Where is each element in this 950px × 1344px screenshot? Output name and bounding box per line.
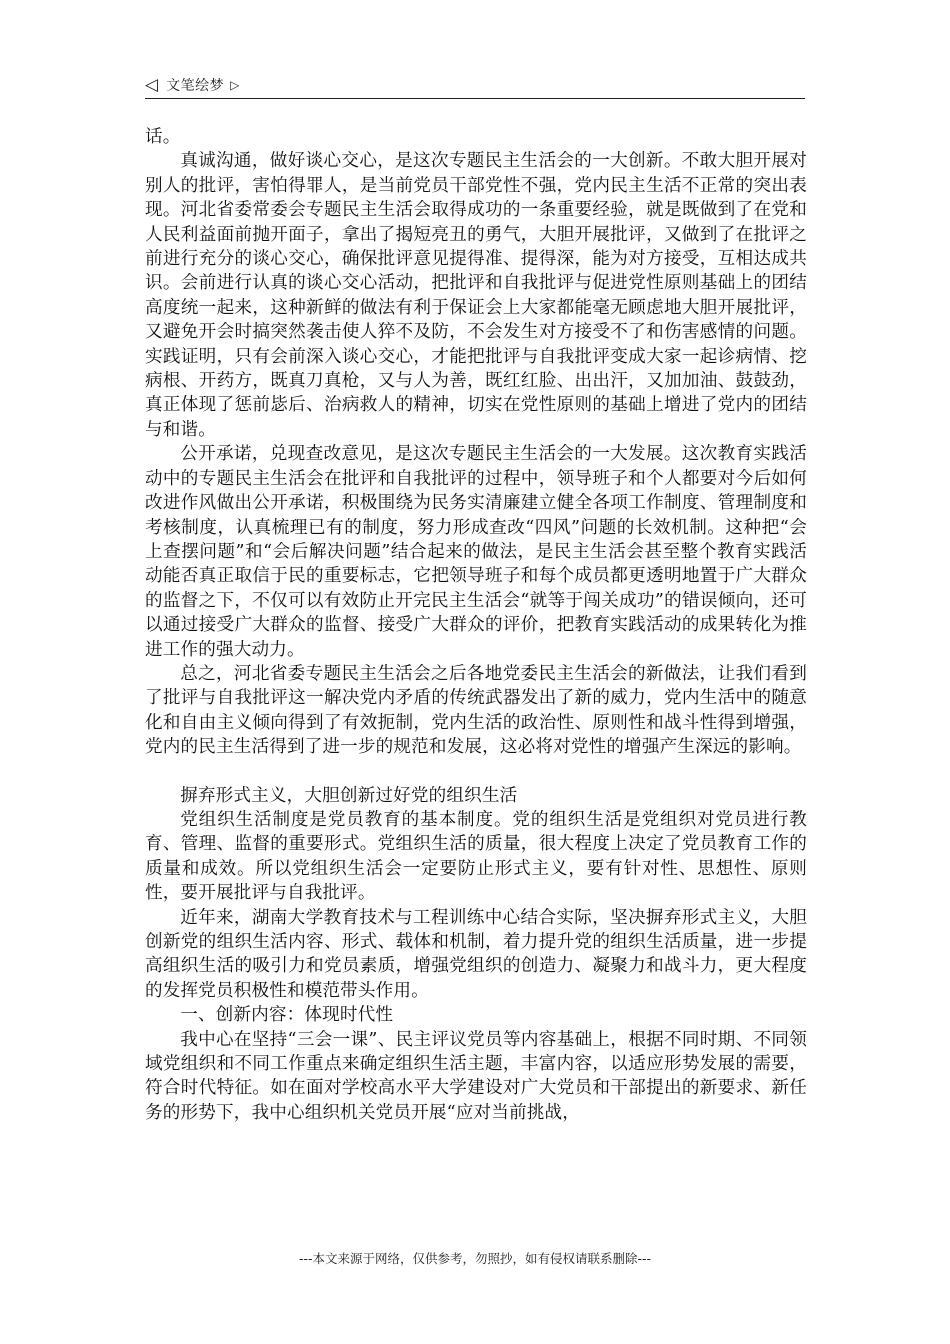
page-header xyxy=(145,72,805,98)
triangle-left-icon: ◁ xyxy=(145,74,159,95)
paragraph: 真诚沟通，做好谈心交心，是这次专题民主生活会的一大创新。不敢大胆开展对别人的批评，害怕得罪人，是当前党员干部党性不强，党内民主生活不正常的突出表现。河北省委常委会专题民主生活会取得成功的一条重要经验，就是既做到了在党和人民利益面前抛开面子，拿出了揭短亮丑的勇气，大胆开展批评，又做到了在批评之前进行充分的谈心交心，确保批评意见提得准、提得深，能为对方接受，互相达成共识。会前进行认真的谈心交心活动，把批评和自我批评与促进党性原则基础上的团结高度统一起来，这种新鲜的做法有利于保证会上大家都能毫无顾虑地大胆开展批评，又避免开会时搞突然袭击使人猝不及防，不会发生对方接受不了和伤害感情的问题。实践证明，只有会前深入谈心交心，才能把批评与自我批评变成大家一起诊病情、挖病根、开药方，既真刀真枪，又与人为善，既红红脸、出出汗，又加加油、鼓鼓劲，真正体现了惩前毖后、治病救人的精神，切实在党性原则的基础上增进了党内的团结与和谐。 xyxy=(145,151,807,440)
paragraph: 我中心在坚持“三会一课”、民主评议党员等内容基础上，根据不同时期、不同领域党组织和不同工作重点来确定组织生活主题，丰富内容，以适应形势发展的需要，符合时代特征。如在面对学校高水平大学建设对广大党员和干部提出的新要求、新任务的形势下，我中心组织机关党员开展“应对当前挑战， xyxy=(145,1029,807,1123)
paragraph: 近年来，湖南大学教育技术与工程训练中心结合实际，坚决摒弃形式主义，大胆创新党的组织生活内容、形式、载体和机制，着力提升党的组织生活质量，进一步提高组织生活的吸引力和党员素质，增强党组织的创造力、凝聚力和战斗力，更大程度的发挥党员积极性和模范带头作用。 xyxy=(145,907,807,1001)
footer-disclaimer: ---本文来源于网络，仅供参考，勿照抄，如有侵权请联系删除--- xyxy=(298,1251,652,1266)
header-title: 文笔绘梦 xyxy=(166,78,225,94)
triangle-right-icon: ▷ xyxy=(230,78,240,92)
paragraph: 党组织生活制度是党员教育的基本制度。党的组织生活是党组织对党员进行教育、管理、监督的重要形式。党组织生活的质量，很大程度上决定了党员教育工作的质量和成效。所以党组织生活会一定要防止形式主义，要有针对性、思想性、原则性，要开展批评与自我批评。 xyxy=(145,809,807,904)
spacer xyxy=(145,760,807,784)
document-body xyxy=(145,125,807,1125)
paragraph: 公开承诺，兑现查改意见，是这次专题民主生活会的一大发展。这次教育实践活动中的专题民主生活会在批评和自我批评的过程中，领导班子和个人都要对今后如何改进作风做出公开承诺，积极围绕为民务实清廉建立健全各项工作制度、管理制度和考核制度，认真梳理已有的制度，努力形成查改“四风”问题的长效机制。这种把“会上查摆问题”和“会后解决问题”结合起来的做法，是民主生活会甚至整个教育实践活动能否真正取信于民的重要标志，它把领导班子和每个成员都更透明地置于广大群众的监督之下，不仅可以有效防止开完民主生活会“就等于闯关成功”的错误倾向，还可以通过接受广大群众的监督、接受广大群众的评价，把教育实践活动的成果转化为推进工作的强大动力。 xyxy=(145,444,807,660)
paragraph: 话。 xyxy=(145,127,181,147)
paragraph: 总之，河北省委专题民主生活会之后各地党委民主生活会的新做法，让我们看到了批评与自我批评这一解决党内矛盾的传统武器发出了新的威力，党内生活中的随意化和自由主义倾向得到了有效扼制，党内生活的政治性、原则性和战斗性得到增强，党内的民主生活得到了进一步的规范和发展，这必将对党性的增强产生深远的影响。 xyxy=(145,663,807,758)
subsection-title: 一、创新内容：体现时代性 xyxy=(180,1005,394,1026)
header-divider xyxy=(145,98,805,99)
section-title: 摒弃形式主义，大胆创新过好党的组织生活 xyxy=(180,785,518,806)
